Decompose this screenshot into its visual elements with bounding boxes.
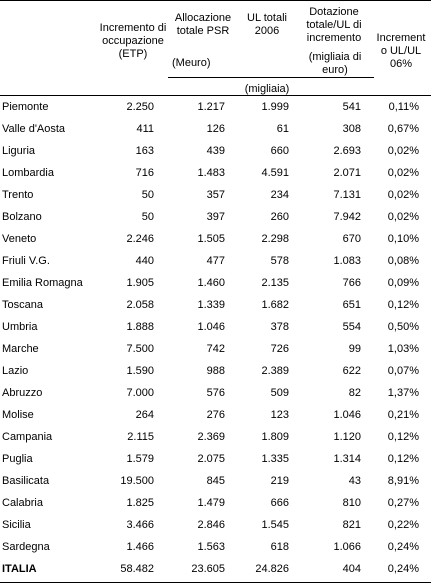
value-cell: 1.483 — [197, 167, 225, 179]
value-cell: 766 — [342, 277, 361, 289]
value-cell: 0,24% — [387, 563, 419, 575]
header-ul-totali: UL totali 2006 — [247, 12, 287, 37]
value-cell: 7.000 — [126, 387, 154, 399]
value-cell: 1.120 — [333, 431, 361, 443]
value-cell: 308 — [342, 123, 361, 135]
table-row — [0, 162, 421, 184]
value-cell: 1.335 — [261, 453, 289, 465]
value-cell: 82 — [348, 387, 361, 399]
region-cell: Campania — [2, 431, 53, 443]
value-cell: 0,27% — [387, 497, 419, 509]
value-cell: 23.605 — [191, 563, 225, 575]
value-cell: 0,12% — [387, 299, 419, 311]
value-cell: 123 — [270, 409, 289, 421]
value-cell: 163 — [135, 145, 154, 157]
value-cell: 0,22% — [387, 519, 419, 531]
value-cell: 0,02% — [387, 145, 419, 157]
value-cell: 1.066 — [333, 541, 361, 553]
value-cell: 1.046 — [333, 409, 361, 421]
table-row — [0, 338, 421, 360]
value-cell: 845 — [206, 475, 225, 487]
value-cell: 2.246 — [126, 233, 154, 245]
table-row — [0, 404, 421, 426]
table-row — [0, 96, 421, 118]
value-cell: 8,91% — [387, 475, 419, 487]
value-cell: 1.905 — [126, 277, 154, 289]
table-row — [0, 316, 421, 338]
value-cell: 576 — [206, 387, 225, 399]
value-cell: 651 — [342, 299, 361, 311]
value-cell: 716 — [135, 167, 154, 179]
value-cell: 50 — [141, 211, 154, 223]
table-row — [0, 294, 421, 316]
value-cell: 7.942 — [333, 211, 361, 223]
value-cell: 0,09% — [387, 277, 419, 289]
region-cell: Abruzzo — [2, 387, 43, 399]
value-cell: 276 — [206, 409, 225, 421]
value-cell: 726 — [270, 343, 289, 355]
value-cell: 1.579 — [126, 453, 154, 465]
value-cell: 1.825 — [126, 497, 154, 509]
region-cell: Lombardia — [2, 167, 54, 179]
value-cell: 99 — [348, 343, 361, 355]
region-cell: Umbria — [2, 321, 38, 333]
value-cell: 1.999 — [261, 101, 289, 113]
data-table — [0, 96, 421, 580]
value-cell: 0,50% — [387, 321, 419, 333]
table-row — [0, 448, 421, 470]
value-cell: 7.500 — [126, 343, 154, 355]
value-cell: 1.083 — [333, 255, 361, 267]
value-cell: 554 — [342, 321, 361, 333]
table-row — [0, 228, 421, 250]
value-cell: 622 — [342, 365, 361, 377]
value-cell: 1,03% — [387, 343, 419, 355]
value-cell: 1,37% — [387, 387, 419, 399]
value-cell: 670 — [342, 233, 361, 245]
value-cell: 2.389 — [261, 365, 289, 377]
value-cell: 666 — [270, 497, 289, 509]
table-row — [0, 426, 421, 448]
value-cell: 1.466 — [126, 541, 154, 553]
value-cell: 0,11% — [388, 101, 419, 113]
value-cell: 618 — [270, 541, 289, 553]
value-cell: 1.505 — [197, 233, 225, 245]
value-cell: 1.545 — [261, 519, 289, 531]
value-cell: 440 — [135, 255, 154, 267]
value-cell: 2.298 — [261, 233, 289, 245]
region-cell: Basilicata — [2, 475, 50, 487]
value-cell: 2.846 — [197, 519, 225, 531]
region-cell: Marche — [2, 343, 39, 355]
value-cell: 0,07% — [387, 365, 419, 377]
value-cell: 1.217 — [197, 101, 225, 113]
table-row — [0, 382, 421, 404]
value-cell: 1.479 — [197, 497, 225, 509]
value-cell: 0,67% — [387, 123, 419, 135]
value-cell: 264 — [135, 409, 154, 421]
header-allocazione-psr: Allocazione totale PSR — [174, 12, 232, 37]
value-cell: 0,21% — [387, 409, 419, 421]
unit-migliaia: (migliaia) — [244, 83, 290, 95]
value-cell: 1.809 — [261, 431, 289, 443]
value-cell: 1.682 — [261, 299, 289, 311]
value-cell: 2.071 — [333, 167, 361, 179]
table-row — [0, 492, 421, 514]
table-row — [0, 118, 421, 140]
value-cell: 660 — [270, 145, 289, 157]
value-cell: 1.888 — [126, 321, 154, 333]
value-cell: 0,02% — [387, 167, 419, 179]
value-cell: 4.591 — [261, 167, 289, 179]
value-cell: 357 — [206, 189, 225, 201]
value-cell: 3.466 — [126, 519, 154, 531]
value-cell: 2.369 — [197, 431, 225, 443]
table-row — [0, 360, 421, 382]
rule-top — [0, 0, 431, 1]
value-cell: 50 — [141, 189, 154, 201]
region-cell: Molise — [2, 409, 34, 421]
region-cell: Calabria — [2, 497, 43, 509]
value-cell: 58.482 — [120, 563, 154, 575]
value-cell: 1.339 — [197, 299, 225, 311]
value-cell: 404 — [342, 563, 361, 575]
table-row-total — [0, 558, 421, 580]
value-cell: 1.314 — [333, 453, 361, 465]
value-cell: 742 — [206, 343, 225, 355]
value-cell: 0,24% — [387, 541, 419, 553]
table-row — [0, 250, 421, 272]
value-cell: 411 — [136, 123, 154, 135]
value-cell: 1.590 — [126, 365, 154, 377]
value-cell: 0,12% — [387, 453, 419, 465]
region-cell: Emilia Romagna — [2, 277, 83, 289]
value-cell: 7.131 — [333, 189, 361, 201]
value-cell: 541 — [342, 101, 361, 113]
region-cell: Friuli V.G. — [2, 255, 50, 267]
header-incremento-ul: Increment o UL/UL 06% — [376, 32, 426, 70]
value-cell: 234 — [270, 189, 289, 201]
value-cell: 1.046 — [197, 321, 225, 333]
value-cell: 24.826 — [255, 563, 289, 575]
value-cell: 578 — [270, 255, 289, 267]
value-cell: 810 — [342, 497, 361, 509]
value-cell: 2.058 — [126, 299, 154, 311]
value-cell: 821 — [342, 519, 361, 531]
table-row — [0, 514, 421, 536]
value-cell: 0,02% — [387, 189, 419, 201]
value-cell: 439 — [206, 145, 225, 157]
region-cell: Piemonte — [2, 101, 49, 113]
value-cell: 0,08% — [387, 255, 419, 267]
region-cell: Sicilia — [2, 519, 31, 531]
value-cell: 19.500 — [120, 475, 154, 487]
value-cell: 0,12% — [387, 431, 419, 443]
table-row — [0, 470, 421, 492]
region-cell: Liguria — [2, 145, 36, 157]
table-row — [0, 184, 421, 206]
value-cell: 0,10% — [387, 233, 419, 245]
region-cell: Lazio — [2, 365, 29, 377]
region-cell: Sardegna — [2, 541, 50, 553]
table-row — [0, 272, 421, 294]
value-cell: 378 — [270, 321, 289, 333]
value-cell: 260 — [270, 211, 289, 223]
value-cell: 2.693 — [333, 145, 361, 157]
table-row — [0, 536, 421, 558]
region-cell: Valle d'Aosta — [2, 123, 66, 135]
region-cell: Toscana — [2, 299, 43, 311]
region-cell: ITALIA — [2, 563, 37, 575]
value-cell: 1.563 — [197, 541, 225, 553]
value-cell: 2.250 — [126, 101, 154, 113]
value-cell: 0,02% — [387, 211, 419, 223]
region-cell: Trento — [2, 189, 34, 201]
table-row — [0, 206, 421, 228]
header-dotazione: Dotazione totale/UL di incremento — [306, 6, 362, 44]
value-cell: 2.075 — [197, 453, 225, 465]
value-cell: 988 — [206, 365, 225, 377]
value-cell: 219 — [270, 475, 289, 487]
header-incremento-occupazione: Incremento di occupazione (ETP) — [99, 22, 167, 60]
value-cell: 477 — [206, 255, 225, 267]
value-cell: 61 — [276, 123, 289, 135]
region-cell: Veneto — [2, 233, 37, 245]
region-cell: Puglia — [2, 453, 33, 465]
table-row — [0, 140, 421, 162]
region-cell: Bolzano — [2, 211, 42, 223]
value-cell: 43 — [348, 475, 361, 487]
value-cell: 2.135 — [261, 277, 289, 289]
unit-meuro: (Meuro) — [172, 57, 211, 69]
value-cell: 397 — [206, 211, 225, 223]
rule-under-units — [168, 77, 374, 78]
unit-migliaia-euro: (migliaia di euro) — [308, 51, 362, 76]
value-cell: 509 — [270, 387, 289, 399]
value-cell: 1.460 — [197, 277, 225, 289]
value-cell: 126 — [206, 123, 225, 135]
value-cell: 2.115 — [127, 431, 154, 443]
